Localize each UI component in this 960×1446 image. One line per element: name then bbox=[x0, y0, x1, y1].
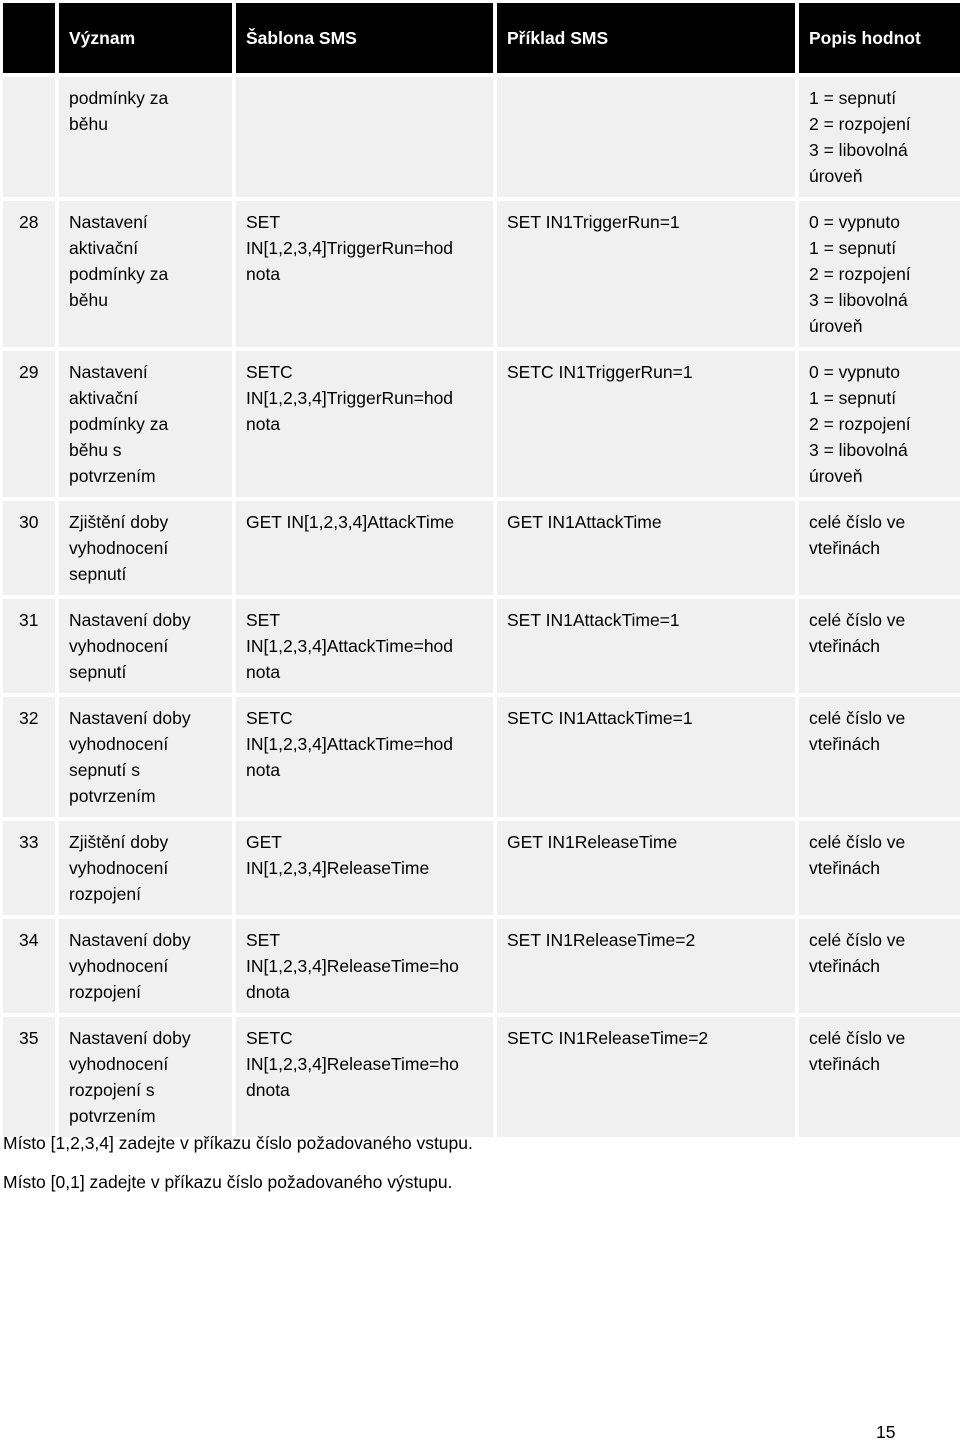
row-number: 31 bbox=[3, 599, 55, 693]
row-meaning: Nastavení doby vyhodnocení sepnutí s potvrzením bbox=[55, 697, 232, 817]
row-number bbox=[3, 77, 55, 197]
row-template: SETC IN[1,2,3,4]ReleaseTime=ho dnota bbox=[232, 1017, 493, 1137]
row-template: SET IN[1,2,3,4]AttackTime=hod nota bbox=[232, 599, 493, 693]
row-number: 33 bbox=[3, 821, 55, 915]
row-values: 1 = sepnutí 2 = rozpojení 3 = libovolná úroveň bbox=[795, 77, 960, 197]
row-template bbox=[232, 77, 493, 197]
notes bbox=[3, 1130, 473, 1208]
row-meaning: Nastavení doby vyhodnocení rozpojení bbox=[55, 919, 232, 1013]
row-meaning: podmínky za běhu bbox=[55, 77, 232, 197]
header-template: Šablona SMS bbox=[232, 3, 493, 73]
note-output: Místo [0,1] zadejte v příkazu číslo požadovaného výstupu. bbox=[3, 1172, 453, 1192]
header-values: Popis hodnot bbox=[795, 3, 960, 73]
row-example: SETC IN1ReleaseTime=2 bbox=[493, 1017, 795, 1137]
row-meaning: Nastavení doby vyhodnocení rozpojení s potvrzením bbox=[55, 1017, 232, 1137]
row-template: SET IN[1,2,3,4]TriggerRun=hod nota bbox=[232, 201, 493, 347]
header-number bbox=[3, 3, 55, 73]
row-number: 32 bbox=[3, 697, 55, 817]
row-example: GET IN1AttackTime bbox=[493, 501, 795, 595]
row-values: celé číslo ve vteřinách bbox=[795, 501, 960, 595]
row-template: GET IN[1,2,3,4]ReleaseTime bbox=[232, 821, 493, 915]
row-example: SETC IN1AttackTime=1 bbox=[493, 697, 795, 817]
row-values: celé číslo ve vteřinách bbox=[795, 599, 960, 693]
row-example: SET IN1TriggerRun=1 bbox=[493, 201, 795, 347]
row-number: 29 bbox=[3, 351, 55, 497]
row-number: 35 bbox=[3, 1017, 55, 1137]
row-meaning: Nastavení doby vyhodnocení sepnutí bbox=[55, 599, 232, 693]
row-template: SET IN[1,2,3,4]ReleaseTime=ho dnota bbox=[232, 919, 493, 1013]
row-number: 30 bbox=[3, 501, 55, 595]
row-values: celé číslo ve vteřinách bbox=[795, 821, 960, 915]
row-example: SETC IN1TriggerRun=1 bbox=[493, 351, 795, 497]
row-example: SET IN1AttackTime=1 bbox=[493, 599, 795, 693]
row-meaning: Nastavení aktivační podmínky za běhu s potvrzením bbox=[55, 351, 232, 497]
row-template: GET IN[1,2,3,4]AttackTime bbox=[232, 501, 493, 595]
note-input: Místo [1,2,3,4] zadejte v příkazu číslo požadovaného vstupu. bbox=[3, 1133, 473, 1153]
header-example: Příklad SMS bbox=[493, 3, 795, 73]
row-example: SET IN1ReleaseTime=2 bbox=[493, 919, 795, 1013]
row-meaning: Zjištění doby vyhodnocení rozpojení bbox=[55, 821, 232, 915]
header-meaning: Význam bbox=[55, 3, 232, 73]
sms-commands-table bbox=[3, 3, 960, 1137]
page-number: 15 bbox=[876, 1422, 896, 1442]
row-number: 28 bbox=[3, 201, 55, 347]
row-template: SETC IN[1,2,3,4]AttackTime=hod nota bbox=[232, 697, 493, 817]
row-meaning: Zjištění doby vyhodnocení sepnutí bbox=[55, 501, 232, 595]
row-number: 34 bbox=[3, 919, 55, 1013]
row-values: celé číslo ve vteřinách bbox=[795, 919, 960, 1013]
row-meaning: Nastavení aktivační podmínky za běhu bbox=[55, 201, 232, 347]
row-values: celé číslo ve vteřinách bbox=[795, 697, 960, 817]
row-values: celé číslo ve vteřinách bbox=[795, 1017, 960, 1137]
row-example bbox=[493, 77, 795, 197]
row-values: 0 = vypnuto 1 = sepnutí 2 = rozpojení 3 = libovolná úroveň bbox=[795, 351, 960, 497]
row-template: SETC IN[1,2,3,4]TriggerRun=hod nota bbox=[232, 351, 493, 497]
row-example: GET IN1ReleaseTime bbox=[493, 821, 795, 915]
row-values: 0 = vypnuto 1 = sepnutí 2 = rozpojení 3 = libovolná úroveň bbox=[795, 201, 960, 347]
